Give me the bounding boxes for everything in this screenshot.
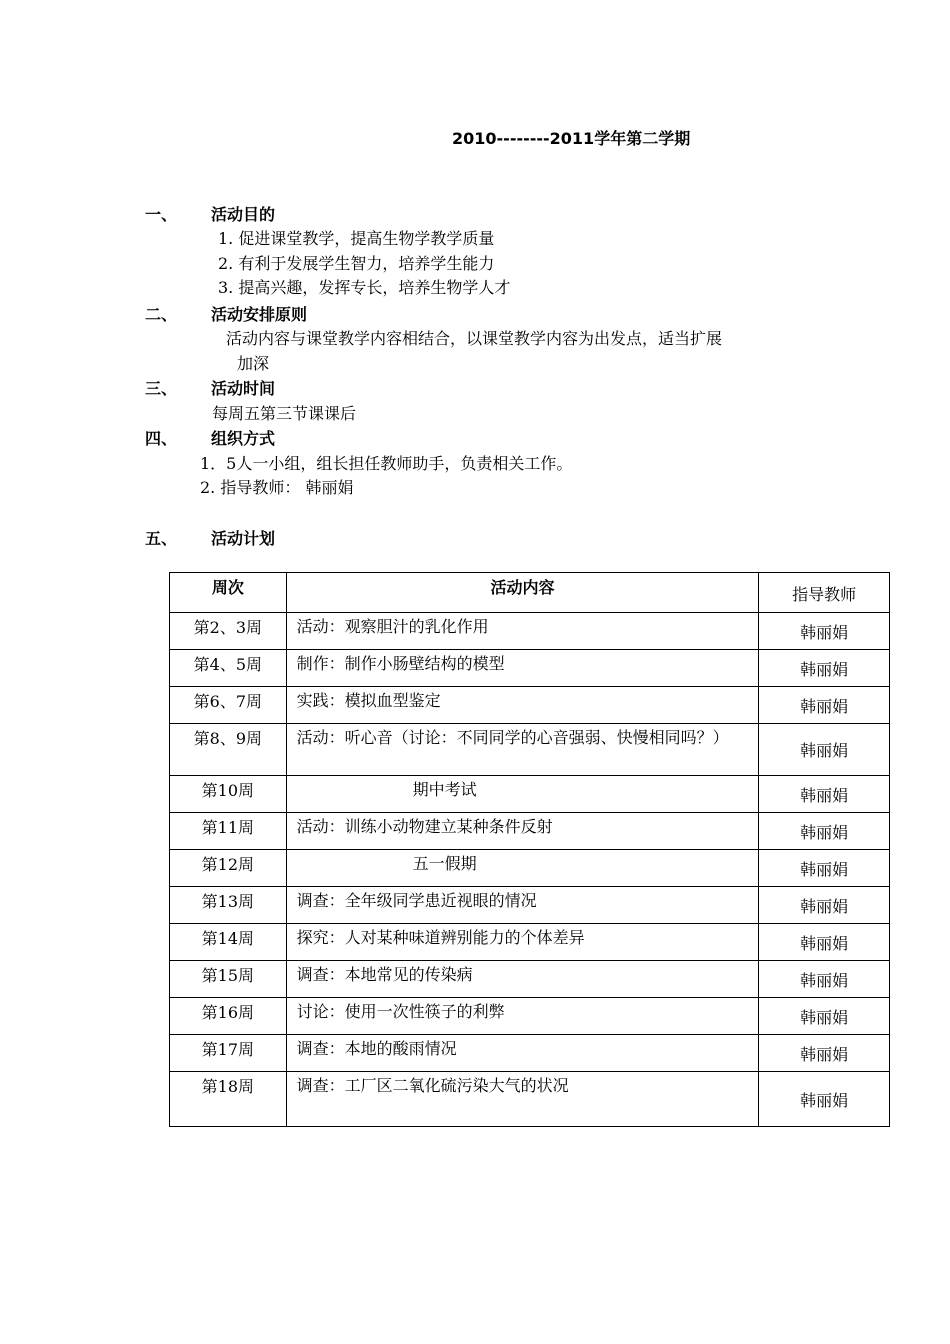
content-cell: 调查：本地常见的传染病	[286, 961, 759, 998]
section-time	[145, 376, 275, 399]
table-row	[170, 613, 890, 650]
table-row	[170, 924, 890, 961]
table-row	[170, 776, 890, 813]
section-heading: 组织方式	[211, 429, 276, 448]
table-row	[170, 998, 890, 1035]
section-heading: 活动计划	[211, 529, 276, 548]
teacher-cell: 韩丽娟	[759, 813, 890, 850]
org-item: 2. 指导教师： 韩丽娟	[200, 478, 354, 497]
teacher-cell: 韩丽娟	[759, 1072, 890, 1127]
section-heading: 活动目的	[211, 205, 276, 224]
table-header-row	[170, 573, 890, 613]
week-cell: 第10周	[170, 776, 287, 813]
header-teacher: 指导教师	[759, 573, 890, 613]
content-cell: 调查：工厂区二氧化硫污染大气的状况	[286, 1072, 759, 1127]
principle-text-cont: 加深	[237, 354, 270, 373]
teacher-cell: 韩丽娟	[759, 850, 890, 887]
teacher-cell: 韩丽娟	[759, 650, 890, 687]
content-cell: 讨论：使用一次性筷子的利弊	[286, 998, 759, 1035]
week-cell: 第4、5周	[170, 650, 287, 687]
content-cell: 活动：听心音（讨论：不同同学的心音强弱、快慢相同吗？）	[286, 724, 759, 776]
table-row	[170, 961, 890, 998]
week-cell: 第2、3周	[170, 613, 287, 650]
time-text: 每周五第三节课课后	[212, 404, 357, 423]
header-week: 周次	[170, 573, 287, 613]
section-number: 一、	[145, 205, 178, 224]
section-heading: 活动时间	[211, 379, 276, 398]
document-title: 2010--------2011学年第二学期	[452, 129, 691, 148]
table-row	[170, 650, 890, 687]
week-cell: 第14周	[170, 924, 287, 961]
teacher-cell: 韩丽娟	[759, 961, 890, 998]
purpose-item: 3. 提高兴趣，发挥专长，培养生物学人才	[218, 278, 511, 297]
section-principle	[145, 302, 307, 325]
section-number: 三、	[145, 379, 178, 398]
teacher-cell: 韩丽娟	[759, 924, 890, 961]
week-cell: 第18周	[170, 1072, 287, 1127]
section-number: 二、	[145, 305, 178, 324]
content-cell: 活动：观察胆汁的乳化作用	[286, 613, 759, 650]
table-row	[170, 850, 890, 887]
section-plan	[145, 526, 275, 549]
teacher-cell: 韩丽娟	[759, 776, 890, 813]
teacher-cell: 韩丽娟	[759, 887, 890, 924]
teacher-cell: 韩丽娟	[759, 1035, 890, 1072]
table-row	[170, 1035, 890, 1072]
week-cell: 第12周	[170, 850, 287, 887]
org-item: 1．5人一小组，组长担任教师助手，负责相关工作。	[200, 454, 573, 473]
week-cell: 第13周	[170, 887, 287, 924]
week-cell: 第8、9周	[170, 724, 287, 776]
header-content: 活动内容	[286, 573, 759, 613]
week-cell: 第15周	[170, 961, 287, 998]
teacher-cell: 韩丽娟	[759, 724, 890, 776]
section-purpose	[145, 202, 275, 225]
purpose-item: 1. 促进课堂教学，提高生物学教学质量	[218, 229, 495, 248]
section-organization	[145, 426, 275, 449]
section-number: 四、	[145, 429, 178, 448]
content-cell: 调查：本地的酸雨情况	[286, 1035, 759, 1072]
content-cell: 实践：模拟血型鉴定	[286, 687, 759, 724]
content-cell: 制作：制作小肠壁结构的模型	[286, 650, 759, 687]
teacher-cell: 韩丽娟	[759, 998, 890, 1035]
principle-text: 活动内容与课堂教学内容相结合，以课堂教学内容为出发点，适当扩展	[226, 329, 723, 348]
table-row	[170, 724, 890, 776]
section-number: 五、	[145, 529, 178, 548]
table-row	[170, 687, 890, 724]
table-row	[170, 1072, 890, 1127]
content-cell: 活动：训练小动物建立某种条件反射	[286, 813, 759, 850]
content-cell: 期中考试	[286, 776, 759, 813]
teacher-cell: 韩丽娟	[759, 687, 890, 724]
week-cell: 第17周	[170, 1035, 287, 1072]
content-cell: 探究：人对某种味道辨别能力的个体差异	[286, 924, 759, 961]
purpose-item: 2. 有利于发展学生智力，培养学生能力	[218, 254, 495, 273]
week-cell: 第16周	[170, 998, 287, 1035]
content-cell: 五一假期	[286, 850, 759, 887]
week-cell: 第6、7周	[170, 687, 287, 724]
week-cell: 第11周	[170, 813, 287, 850]
teacher-cell: 韩丽娟	[759, 613, 890, 650]
table-row	[170, 887, 890, 924]
activity-plan-table	[169, 572, 890, 1127]
table-row	[170, 813, 890, 850]
section-heading: 活动安排原则	[211, 305, 308, 324]
content-cell: 调查：全年级同学患近视眼的情况	[286, 887, 759, 924]
